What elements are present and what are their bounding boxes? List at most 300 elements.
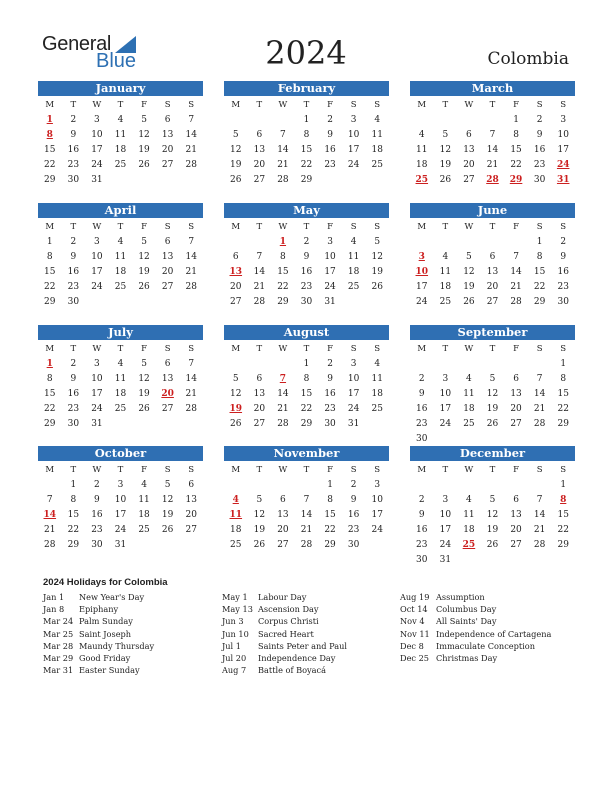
day: 24 [324,282,336,292]
day: 30 [416,434,428,444]
day: 21 [533,525,546,535]
day: 5 [141,359,147,369]
day: 1 [70,480,77,490]
weekday-label: S [188,344,195,354]
day: 19 [253,525,266,535]
day: 6 [164,115,171,125]
weekday-label: T [117,222,124,232]
empty-cell [224,113,248,128]
weekday-label: W [464,100,474,110]
day: 13 [486,267,499,277]
month-december [410,446,575,568]
day: 14 [185,374,197,384]
day: 2 [94,480,100,490]
empty-cell [248,357,272,372]
day: 25 [371,404,383,414]
day: 6 [232,252,239,262]
day: 4 [117,359,124,369]
day: 1 [303,115,310,125]
month-march [410,81,575,188]
weekday-label: M [417,222,427,232]
day: 23 [324,160,336,170]
day: 5 [164,480,171,490]
day: 12 [439,145,452,155]
day: 3 [350,359,357,369]
day: 1 [560,480,567,490]
holiday-name: Easter Sunday [79,665,140,676]
day: 14 [253,267,266,277]
empty-cell [271,357,295,372]
weekday-label: T [442,344,449,354]
empty-cell [410,113,434,128]
day: 16 [67,389,80,399]
day: 22 [44,160,56,170]
day: 11 [439,267,452,277]
logo-text-general: General [42,33,112,55]
day: 20 [510,404,522,414]
weekday-label: T [256,465,263,475]
day: 17 [416,282,428,292]
holiday-date: Jan 8 [43,604,65,615]
day: 21 [510,282,522,292]
weekday-label: S [188,465,195,475]
day: 21 [44,525,56,535]
day: 27 [463,175,475,185]
day: 28 [510,297,522,307]
day: 23 [324,404,336,414]
empty-cell [434,478,458,493]
weekday-label: F [327,344,334,354]
day: 31 [91,419,103,429]
weekday-label: F [327,222,334,232]
day: 15 [510,145,522,155]
empty-cell [248,235,272,250]
month-header: November [224,446,389,461]
empty-cell [38,478,62,493]
holiday-name: Saint Joseph [79,628,132,639]
day: 25 [347,282,360,292]
day: 8 [46,374,53,384]
weekday-label: T [442,222,449,232]
day: 23 [91,525,103,535]
weekday-label: M [45,465,55,475]
day: 18 [463,404,475,414]
day-grid [410,220,575,310]
holiday-date: Jul 1 [222,640,241,651]
day: 29 [44,297,56,307]
day: 18 [230,525,242,535]
day: 20 [510,525,522,535]
holiday-row [400,640,551,652]
empty-cell [295,478,319,493]
holiday-name: Battle of Boyacá [258,665,327,676]
day: 8 [560,374,567,384]
day: 30 [557,297,569,307]
weekday-label: S [350,465,357,475]
day: 10 [114,495,127,505]
month-february [224,81,389,188]
weekday-label: W [278,465,288,475]
day: 6 [489,252,496,262]
day: 4 [117,115,124,125]
day: 6 [513,374,519,384]
day: 28 [185,282,197,292]
holiday-day: 7 [279,374,287,384]
holiday-row [400,652,551,664]
day-grid [38,463,203,553]
weekday-label: T [70,465,77,475]
day: 20 [185,510,197,520]
weekday-label: F [141,465,148,475]
day: 15 [44,267,56,277]
day: 21 [486,160,499,170]
day: 7 [256,252,263,262]
holiday-row [222,615,347,627]
holiday-day: 28 [486,175,499,185]
empty-cell [224,357,248,372]
day: 2 [418,374,425,384]
day: 7 [188,115,195,125]
day: 27 [161,282,174,292]
day: 4 [374,115,381,125]
holiday-name: Independence Day [258,652,336,663]
empty-cell [410,235,434,250]
day: 9 [327,130,333,140]
day: 26 [486,419,499,429]
weekday-label: T [442,100,449,110]
day: 8 [536,252,543,262]
holiday-column [43,591,154,676]
day: 15 [67,510,80,520]
day: 6 [256,374,263,384]
day: 22 [277,282,289,292]
weekday-label: M [45,222,55,232]
day: 22 [44,282,56,292]
day: 3 [327,237,333,247]
day: 20 [253,404,266,414]
day: 22 [533,282,546,292]
weekday-label: S [374,465,381,475]
weekday-label: S [374,344,381,354]
day: 23 [300,282,313,292]
day: 16 [300,267,313,277]
holiday-date: Dec 25 [400,652,430,663]
weekday-label: S [374,100,381,110]
day: 11 [114,130,127,140]
day: 20 [486,282,499,292]
day: 3 [94,115,100,125]
day: 16 [324,145,336,155]
weekday-label: F [513,465,520,475]
holiday-name: All Saints' Day [436,616,497,627]
day: 13 [510,510,522,520]
day: 7 [489,130,496,140]
country-name: Colombia [487,49,569,69]
day: 14 [185,130,197,140]
day: 25 [439,297,452,307]
weekday-label: S [164,222,171,232]
day: 10 [371,495,383,505]
day: 22 [300,404,313,414]
day: 9 [350,495,357,505]
holiday-row [43,640,154,652]
weekday-label: S [350,344,357,354]
weekday-label: S [560,465,567,475]
day: 30 [324,419,336,429]
day: 1 [513,115,519,125]
holiday-date: Nov 4 [400,616,425,627]
weekday-label: F [327,465,334,475]
day: 18 [347,267,360,277]
holiday-day: 31 [556,175,570,185]
day: 26 [138,282,150,292]
day: 28 [253,297,266,307]
holiday-column [222,591,347,676]
day-grid [410,463,575,568]
day: 10 [91,374,103,384]
day-grid [224,220,389,310]
weekday-label: S [536,222,543,232]
day: 2 [70,115,77,125]
day: 17 [439,404,452,414]
day: 7 [188,359,195,369]
weekday-label: T [303,222,310,232]
day: 9 [418,389,425,399]
holiday-day: 8 [560,495,567,505]
day: 19 [463,282,475,292]
day: 27 [161,404,174,414]
empty-cell [457,113,481,128]
day: 15 [44,145,56,155]
day: 27 [510,419,522,429]
weekday-label: S [164,465,171,475]
holiday-name: Columbus Day [436,604,497,615]
weekday-label: W [464,222,474,232]
day: 16 [91,510,103,520]
day: 19 [371,267,383,277]
day: 13 [161,374,174,384]
day: 15 [300,389,313,399]
holiday-name: Saints Peter and Paul [258,640,348,651]
day: 26 [138,160,150,170]
weekday-label: T [117,100,124,110]
holiday-day: 20 [161,389,174,399]
weekday-label: S [560,222,567,232]
day: 26 [230,419,242,429]
holiday-name: Corpus Christi [258,616,319,627]
day: 25 [114,160,127,170]
day: 19 [486,404,499,414]
holiday-row [400,615,551,627]
day: 31 [347,419,360,429]
day: 28 [533,540,546,550]
day: 7 [46,495,53,505]
holiday-date: Mar 28 [43,640,74,651]
holiday-name: Sacred Heart [258,628,314,639]
weekday-label: T [256,100,263,110]
holiday-date: Mar 31 [43,665,74,676]
month-header: October [38,446,203,461]
empty-cell [504,357,528,372]
day: 15 [533,267,546,277]
day: 5 [256,495,263,505]
day: 28 [277,419,289,429]
holiday-day: 25 [415,175,429,185]
holiday-row [43,591,154,603]
weekday-label: W [92,465,102,475]
day: 10 [439,510,452,520]
day: 12 [138,252,150,262]
holiday-date: Jul 20 [222,652,247,663]
day: 3 [117,480,124,490]
day: 5 [489,495,496,505]
day: 27 [253,419,266,429]
day: 7 [303,495,310,505]
day: 17 [114,510,127,520]
day: 28 [533,419,546,429]
day: 14 [510,267,522,277]
day: 9 [70,252,77,262]
day: 26 [439,175,452,185]
holiday-row [222,664,347,676]
weekday-label: S [536,100,543,110]
day: 17 [347,389,360,399]
empty-cell [481,357,505,372]
holiday-date: Oct 14 [400,604,428,615]
day: 18 [463,525,475,535]
weekday-label: W [92,344,102,354]
weekday-label: T [256,344,263,354]
holiday-name: Christmas Day [436,652,498,663]
weekday-label: M [231,222,241,232]
day: 8 [303,374,310,384]
empty-cell [457,478,481,493]
holiday-name: Independence of Cartagena [436,628,552,639]
holiday-row [222,640,347,652]
day: 17 [91,145,103,155]
day-grid [38,98,203,188]
day: 1 [327,480,333,490]
weekday-label: W [464,344,474,354]
day: 14 [486,145,499,155]
day: 21 [185,267,197,277]
day: 24 [371,525,383,535]
holiday-date: Aug 7 [222,665,247,676]
day: 28 [277,175,289,185]
day: 8 [303,130,310,140]
day: 21 [185,389,197,399]
day: 16 [416,525,428,535]
holiday-date: Jun 10 [222,628,249,639]
empty-cell [528,478,552,493]
holiday-name: Assumption [436,592,485,602]
day: 23 [347,525,360,535]
day: 9 [327,374,333,384]
day: 26 [230,175,242,185]
day: 11 [371,130,383,140]
empty-cell [481,235,505,250]
weekday-label: W [278,344,288,354]
day: 27 [253,175,266,185]
day-grid [224,463,389,553]
weekday-label: M [45,344,55,354]
day: 7 [536,495,543,505]
empty-cell [410,478,434,493]
weekday-label: M [417,344,427,354]
day: 27 [277,540,289,550]
holiday-date: Jun 3 [222,616,244,627]
day: 24 [91,160,103,170]
day: 18 [138,510,150,520]
weekday-label: T [442,465,449,475]
weekday-label: F [327,100,334,110]
weekday-label: W [464,465,474,475]
day: 2 [327,115,333,125]
day: 27 [230,297,242,307]
day: 22 [44,404,56,414]
day: 15 [557,389,569,399]
holiday-date: May 13 [222,604,253,615]
weekday-label: S [188,222,195,232]
weekday-label: T [489,344,496,354]
holiday-day: 4 [232,495,239,505]
holiday-row [400,603,551,615]
day: 22 [510,160,522,170]
holiday-name: Labour Day [258,592,307,602]
holiday-date: Mar 25 [43,628,74,639]
day: 2 [536,115,543,125]
day: 29 [44,419,56,429]
day: 29 [324,540,336,550]
empty-cell [504,235,528,250]
day: 19 [138,267,150,277]
day: 3 [94,237,100,247]
weekday-label: F [141,344,148,354]
day: 26 [253,540,266,550]
holiday-day: 13 [229,267,243,277]
day: 12 [463,267,475,277]
day: 13 [277,510,289,520]
holiday-date: Mar 29 [43,652,74,663]
day: 21 [185,145,197,155]
month-header: March [410,81,575,96]
day: 13 [161,130,174,140]
weekday-label: M [417,465,427,475]
holiday-name: Ascension Day [258,604,319,615]
day: 2 [303,237,310,247]
month-header: May [224,203,389,218]
day: 28 [185,404,197,414]
month-october [38,446,203,553]
holiday-row [400,628,551,640]
day: 4 [141,480,147,490]
empty-cell [528,357,552,372]
day: 14 [533,510,546,520]
day: 13 [510,389,522,399]
day: 18 [439,282,452,292]
empty-cell [410,357,434,372]
day: 10 [91,130,103,140]
day: 10 [91,252,103,262]
day: 11 [114,252,127,262]
weekday-label: F [513,344,520,354]
day: 25 [463,419,475,429]
day: 29 [300,419,313,429]
day: 29 [533,297,546,307]
day: 16 [347,510,360,520]
day: 11 [463,389,475,399]
day: 5 [232,374,239,384]
